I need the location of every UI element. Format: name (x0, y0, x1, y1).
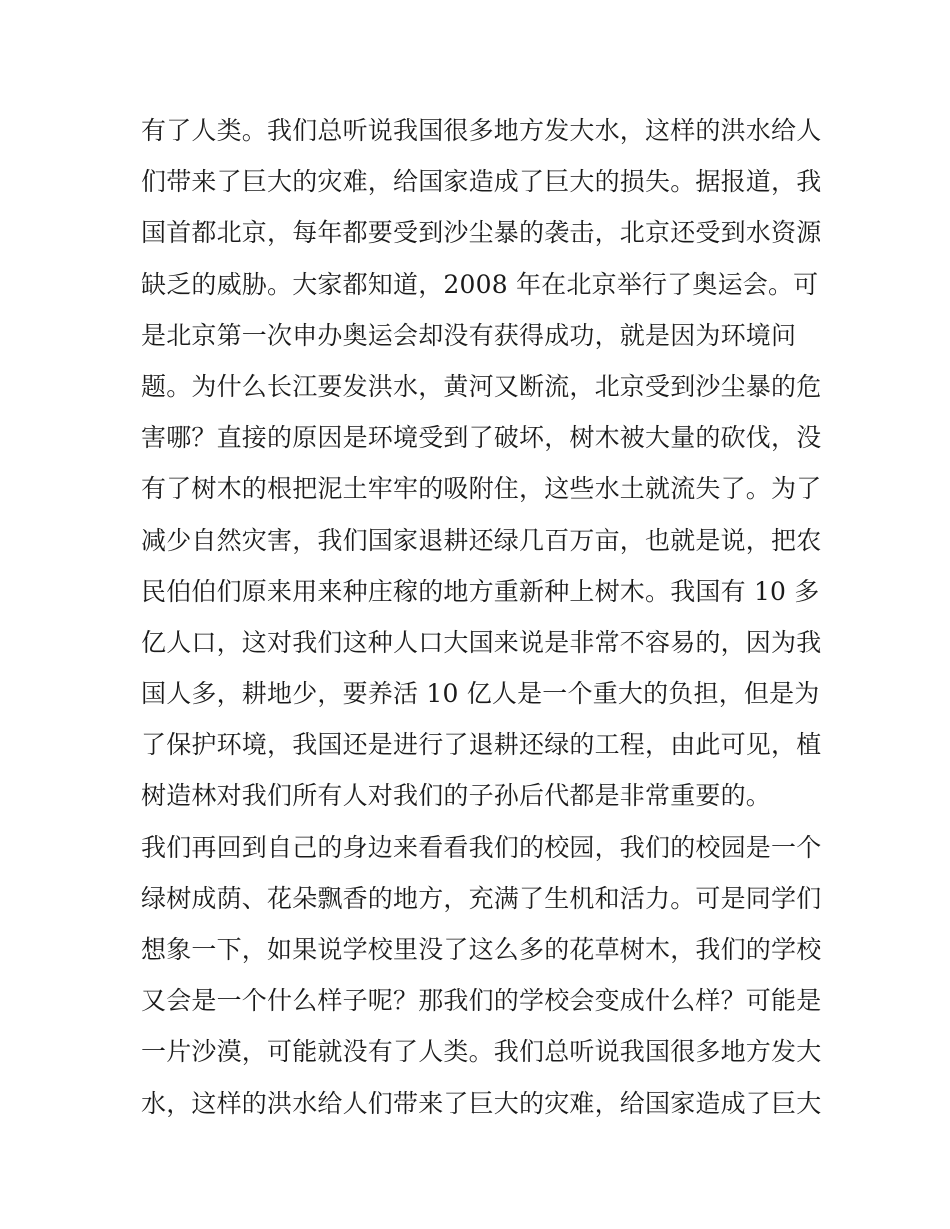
text-line: 国首都北京，每年都要受到沙尘暴的袭击，北京还受到水资源 (141, 218, 821, 248)
text-line: 了保护环境，我国还是进行了退耕还绿的工程，由此可见，植 (141, 730, 821, 760)
text-line: 民伯伯们原来用来种庄稼的地方重新种上树木。我国有 10 多 (141, 576, 820, 606)
text-line: 绿树成荫、花朵飘香的地方，充满了生机和活力。可是同学们 (141, 883, 821, 913)
body-text (141, 105, 821, 1129)
text-line: 是北京第一次申办奥运会却没有获得成功，就是因为环境问 (141, 320, 797, 350)
text-line: 树造林对我们所有人对我们的子孙后代都是非常重要的。 (141, 781, 772, 811)
text-line: 想象一下，如果说学校里没了这么多的花草树木，我们的学校 (141, 935, 821, 964)
text-line: 题。为什么长江要发洪水，黄河又断流，北京受到沙尘暴的危 (141, 371, 821, 401)
text-line: 害哪？直接的原因是环境受到了破坏，树木被大量的砍伐，没 (141, 423, 821, 453)
text-line: 缺乏的威胁。大家都知道，2008 年在北京举行了奥运会。可 (141, 269, 819, 299)
text-line: 我们再回到自己的身边来看看我们的校园，我们的校园是一个 (141, 832, 821, 862)
text-line: 减少自然灾害，我们国家退耕还绿几百万亩，也就是说，把农 (141, 525, 821, 555)
text-line: 国人多，耕地少，要养活 10 亿人是一个重大的负担，但是为 (141, 679, 820, 709)
text-line: 们带来了巨大的灾难，给国家造成了巨大的损失。据报道，我 (141, 167, 821, 197)
text-line: 有了树木的根把泥土牢牢的吸附住，这些水土就流失了。为了 (141, 474, 821, 504)
text-line: 又会是一个什么样子呢？那我们的学校会变成什么样？可能是 (141, 986, 821, 1016)
text-line: 水，这样的洪水给人们带来了巨大的灾难，给国家造成了巨大 (141, 1088, 821, 1118)
text-line: 亿人口，这对我们这种人口大国来说是非常不容易的，因为我 (141, 627, 821, 657)
text-line: 有了人类。我们总听说我国很多地方发大水，这样的洪水给人 (141, 116, 821, 145)
text-line: 一片沙漠，可能就没有了人类。我们总听说我国很多地方发大 (141, 1037, 821, 1067)
